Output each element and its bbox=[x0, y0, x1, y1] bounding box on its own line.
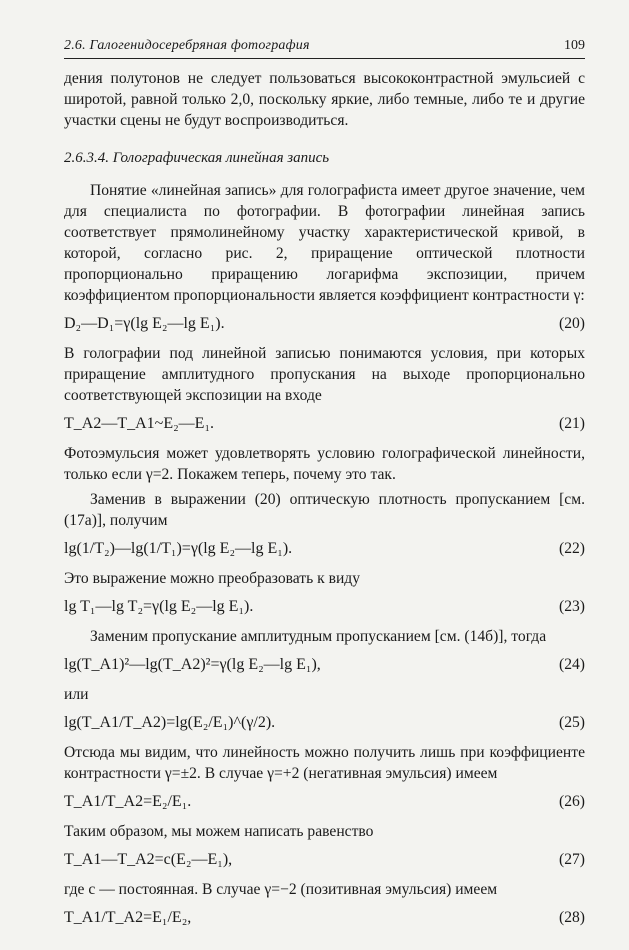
equation-number: (24) bbox=[559, 656, 585, 673]
equation-26 bbox=[64, 791, 585, 812]
paragraph: дения полутонов не следует пользоваться высококонтрастной эмульсией с широтой, равной только 2,0, поскольку яркие, либо темные, либо те и другие участки сцены не будут воспроизводиться. bbox=[64, 70, 585, 129]
equation-formula: lg(T_A1)²—lg(T_A2)²=γ(lg E₂—lg E₁), bbox=[64, 656, 321, 673]
equation-number: (22) bbox=[559, 540, 585, 557]
equation-20 bbox=[64, 313, 585, 334]
equation-25 bbox=[64, 712, 585, 733]
equation-formula: T_A1/T_A2=E₁/E₂, bbox=[64, 909, 192, 926]
equation-number: (26) bbox=[559, 793, 585, 810]
equation-number: (20) bbox=[559, 315, 585, 332]
paragraph: Отсюда мы видим, что линейность можно получить лишь при коэффициенте контрастности γ=±2. В случае γ=+2 (негативная эмульсия) имеем bbox=[64, 744, 585, 782]
equation-number: (27) bbox=[559, 851, 585, 868]
equation-formula: lg(1/T₂)—lg(1/T₁)=γ(lg E₂—lg E₁). bbox=[64, 540, 293, 557]
page-header bbox=[64, 38, 585, 59]
equation-27 bbox=[64, 849, 585, 870]
equation-24 bbox=[64, 654, 585, 675]
paragraph: В голографии под линейной записью понимаются условия, при которых приращение амплитудного пропускания на выходе пропорционально соответствующей экспозиции на входе bbox=[64, 345, 585, 404]
equation-formula: T_A2—T_A1~E₂—E₁. bbox=[64, 415, 215, 432]
equation-formula: D₂—D₁=γ(lg E₂—lg E₁). bbox=[64, 315, 225, 332]
equation-number: (28) bbox=[559, 909, 585, 926]
equation-formula: T_A1/T_A2=E₂/E₁. bbox=[64, 793, 192, 810]
equation-formula: lg T₁—lg T₂=γ(lg E₂—lg E₁). bbox=[64, 598, 254, 615]
paragraph: Таким образом, мы можем написать равенство bbox=[64, 823, 374, 840]
paragraph: Это выражение можно преобразовать к виду bbox=[64, 570, 361, 587]
equation-number: (21) bbox=[559, 415, 585, 432]
equation-number: (23) bbox=[559, 598, 585, 615]
equation-28 bbox=[64, 907, 585, 928]
equation-formula: lg(T_A1/T_A2)=lg(E₂/E₁)^(γ/2). bbox=[64, 714, 276, 731]
page-body bbox=[64, 68, 585, 937]
paragraph: Заменим пропускание амплитудным пропусканием [см. (14б)], тогда bbox=[90, 628, 547, 645]
paragraph: Фотоэмульсия может удовлетворять условию голографической линейности, только если γ=2. Покажем теперь, почему это так. bbox=[64, 445, 585, 483]
equation-number: (25) bbox=[559, 714, 585, 731]
paragraph: или bbox=[64, 686, 89, 703]
equation-22 bbox=[64, 538, 585, 559]
paragraph: где c — постоянная. В случае γ=−2 (позитивная эмульсия) имеем bbox=[64, 881, 498, 898]
running-title: 2.6. Галогенидосеребряная фотография bbox=[64, 38, 310, 53]
equation-21 bbox=[64, 413, 585, 434]
equation-23 bbox=[64, 596, 585, 617]
equation-formula: T_A1—T_A2=c(E₂—E₁), bbox=[64, 851, 233, 868]
page-number: 109 bbox=[564, 38, 585, 53]
paragraph: Понятие «линейная запись» для голографиста имеет другое значение, чем для специалиста по фотографии. В фотографии линейная запись соответствует прямолинейному участку характеристической кривой, в которой, согласно рис. 2, приращение оптической плотности пропорционально приращению логарифма экспозиции, причем коэффициентом пропорциональности является коэффициент контрастности γ: bbox=[64, 182, 585, 304]
section-heading: 2.6.3.4. Голографическая линейная запись bbox=[64, 150, 330, 166]
paragraph: Заменив в выражении (20) оптическую плотность пропусканием [см. (17а)], получим bbox=[64, 491, 585, 529]
